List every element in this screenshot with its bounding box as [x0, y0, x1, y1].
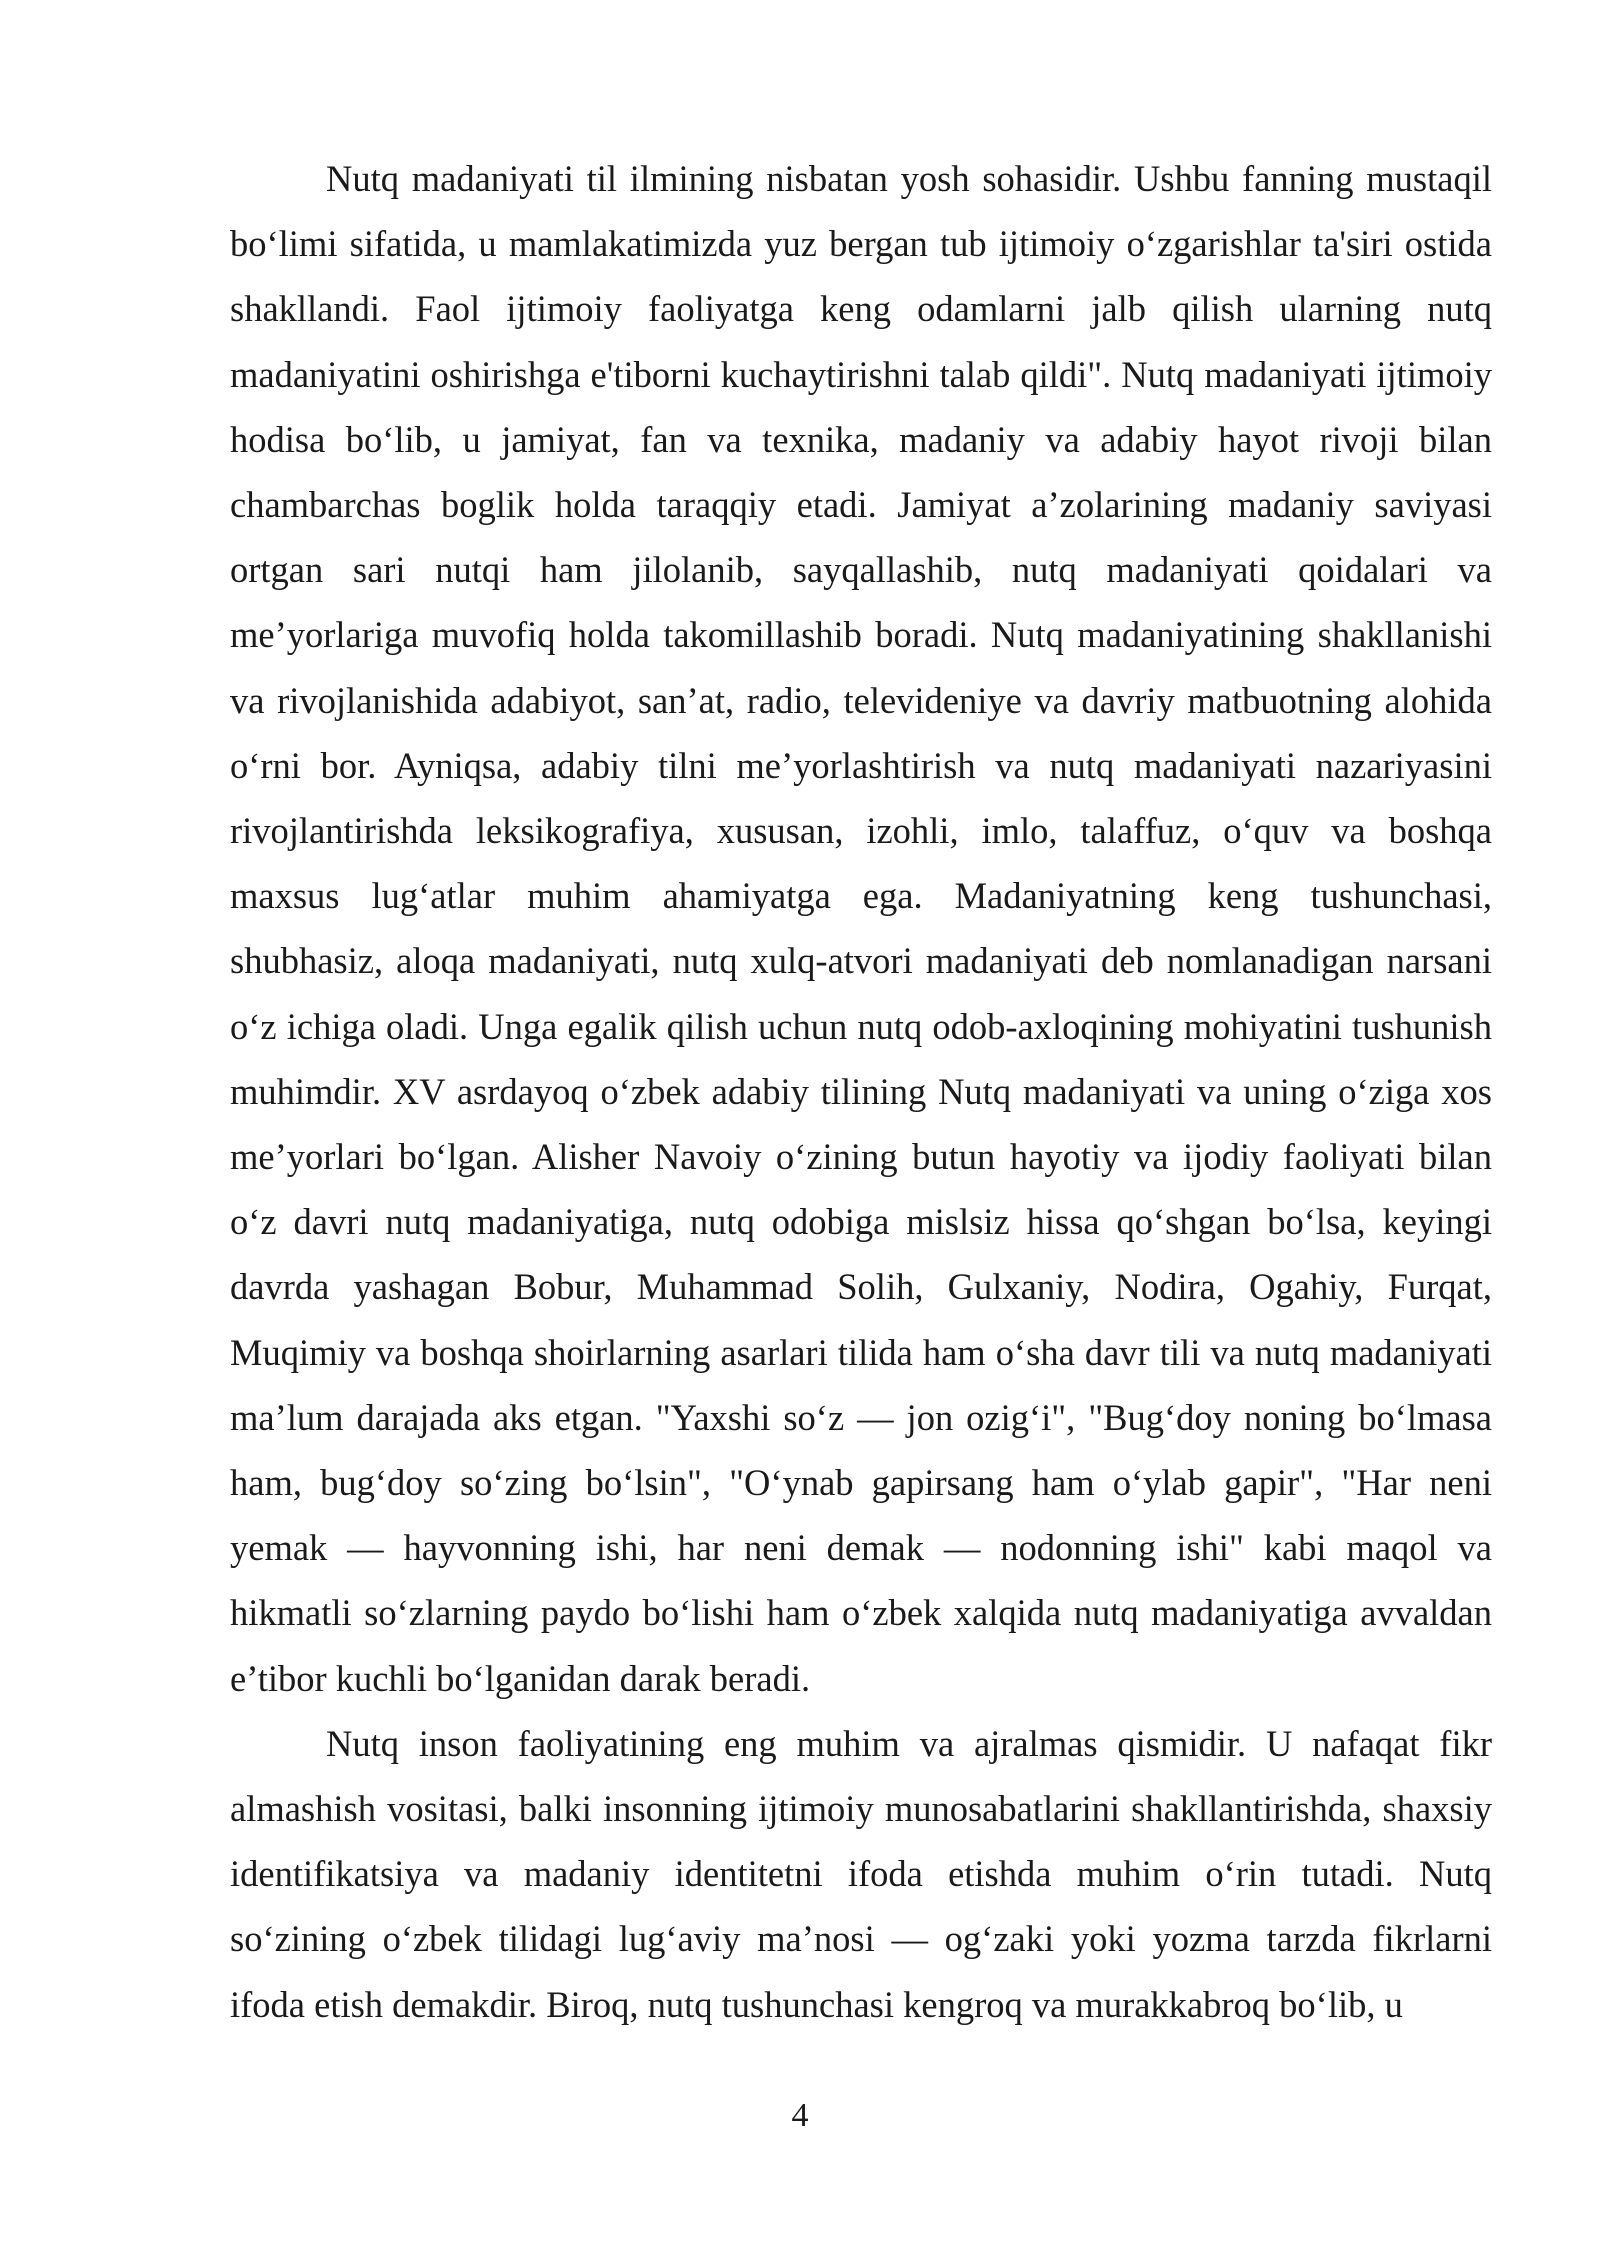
page-number: 4: [791, 2097, 809, 2134]
paragraph: Nutq madaniyati til ilmining nisbatan yosh sohasidir. Ushbu fanning mustaqil bo‘limi sifatida, u mamlakatimizda yuz bergan tub ijtimoiy o‘zgarishlar ta'siri ostida shakllandi. Faol ijtimoiy faoliyatga keng odamlarni jalb qilish ularning nutq madaniyatini oshirishga e'tiborni kuchaytirishni talab qildi". Nutq madaniyati ijtimoiy hodisa bo‘lib, u jamiyat, fan va texnika, madaniy va adabiy hayot rivoji bilan chambarchas boglik holda taraqqiy etadi. Jamiyat a’zolarining madaniy saviyasi ortgan sari nutqi ham jilolanib, sayqallashib, nutq madaniyati qoidalari va me’yorlariga muvofiq holda takomillashib boradi. Nutq madaniyatining shakllanishi va rivojlanishida adabiyot, san’at, radio, televideniye va davriy matbuotning alohida o‘rni bor. Ayniqsa, adabiy tilni me’yorlashtirish va nutq madaniyati nazariyasini rivojlantirishda leksikografiya, xususan, izohli, imlo, talaffuz, o‘quv va boshqa maxsus lug‘atlar muhim ahamiyatga ega. Madaniyatning keng tushunchasi, shubhasiz, aloqa madaniyati, nutq xulq-atvori madaniyati deb nomlanadigan narsani o‘z ichiga oladi. Unga egalik qilish uchun nutq odob-axloqining mohiyatini tushunish muhimdir. XV asrdayoq o‘zbek adabiy tilining Nutq madaniyati va uning o‘ziga xos me’yorlari bo‘lgan. Alisher Navoiy o‘zining butun hayotiy va ijodiy faoliyati bilan o‘z davri nutq madaniyatiga, nutq odobiga mislsiz hissa qo‘shgan bo‘lsa, keyingi davrda yashagan Bobur, Muhammad Solih, Gulxaniy, Nodira, Ogahiy, Furqat, Muqimiy va boshqa shoirlarning asarlari tilida ham o‘sha davr tili va nutq madaniyati ma’lum darajada aks etgan. "Yaxshi so‘z — jon ozig‘i", "Bug‘doy noning bo‘lmasa ham, bug‘doy so‘zing bo‘lsin", "O‘ynab gapirsang ham o‘ylab gapir", "Har neni yemak — hayvonning ishi, har neni demak — nodonning ishi" kabi maqol va hikmatli so‘zlarning paydo bo‘lishi ham o‘zbek xalqida nutq madaniyatiga avvaldan e’tibor kuchli bo‘lganidan darak beradi.: [230, 158, 1492, 1699]
document-body: [230, 146, 1492, 2037]
paragraph: Nutq inson faoliyatining eng muhim va ajralmas qismidir. U nafaqat fikr almashish vositasi, balki insonning ijtimoiy munosabatlarini shakllantirishda, shaxsiy identifikatsiya va madaniy identitetni ifoda etishda muhim o‘rin tutadi. Nutq so‘zining o‘zbek tilidagi lug‘aviy ma’nosi — og‘zaki yoki yozma tarzda fikrlarni ifoda etish demakdir. Biroq, nutq tushunchasi kengroq va murakkabroq bo‘lib, u: [230, 1722, 1492, 2025]
